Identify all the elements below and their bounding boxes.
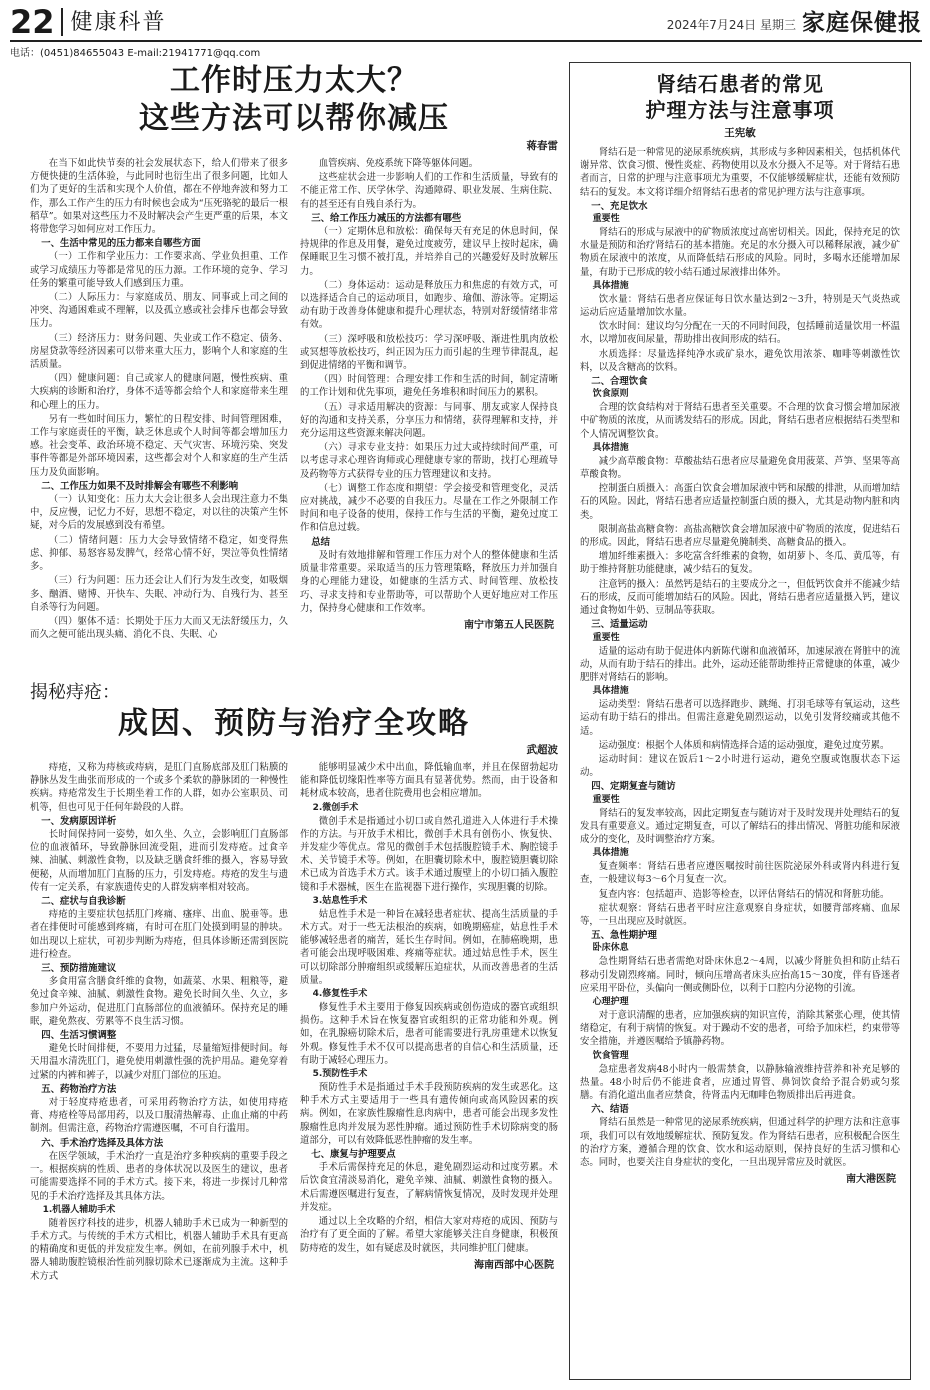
paragraph: 手术后需保持充足的休息，避免剧烈运动和过度劳累。术后饮食宜清淡易消化，避免辛辣、油腻、刺激性食物的摄入。术后需遵医嘱进行复查，了解病情恢复情况，及时发现并处理并发症。: [300, 1162, 558, 1213]
paragraph: 饮水量：肾结石患者应保证每日饮水量达到2～3升，特别是天气炎热或运动后应适量增加饮水量。: [580, 293, 900, 319]
article-title: [580, 71, 900, 123]
issue-date: 2024年7月24日 星期三: [666, 18, 796, 32]
section-heading: 一、充足饮水: [591, 200, 648, 212]
section-heading: 五、药物治疗方法: [41, 1083, 117, 1095]
paragraph: （一）工作和学业压力：工作要求高、学业负担重、工作或学习成绩压力等都是常见的压力源。工作环境的竞争、学习任务的繁重可能导致人们感到压力重。: [30, 251, 288, 289]
section-heading: 二、合理饮食: [591, 376, 648, 388]
masthead-divider: [61, 8, 63, 36]
article-title: 成因、预防与治疗全攻略: [118, 706, 470, 741]
paragraph: 运动强度：根据个人体质和病情选择合适的运动强度，避免过度劳累。: [598, 739, 890, 751]
paragraph: 水质选择：尽量选择纯净水或矿泉水，避免饮用浓茶、咖啡等刺激性饮料，以及含糖高的饮料。: [580, 348, 900, 373]
paragraph: （四）健康问题：自己或家人的健康问题，慢性疾病、重大疾病的诊断和治疗，身体不适等都会给个人和家庭带来生理和心理上的压力。: [30, 373, 288, 411]
subsection-heading: 饮食管理: [592, 1050, 629, 1061]
masthead: [10, 3, 922, 42]
section-heading: 六、结语: [591, 1104, 629, 1116]
article-column: [30, 157, 288, 642]
article-organization: 海南西部中心医院: [474, 1259, 554, 1271]
paragraph: 症状观察：肾结石患者平时应注意观察自身症状，如腰背部疼痛、血尿等，一旦出现应及时就医。: [580, 902, 900, 927]
paragraph: （三）行为问题：压力还会让人们行为发生改变，如吸烟多、酗酒、赌博、开快车、失眠、冲动行为、自残行为、甚至自杀等行为问题。: [30, 575, 288, 613]
paragraph: 肾结石虽然是一种常见的泌尿系统疾病，但通过科学的护理方法和注意事项，我们可以有效地缓解症状、预防复发。作为肾结石患者，应积极配合医生的治疗方案，遵循合理的饮食、饮水和运动原则，保持良好的生活习惯和心态。同时，也要关注自身症状的变化，一旦出现异常应及时就医。: [580, 1117, 900, 1168]
paragraph: 长时间保持同一姿势，如久坐、久立，会影响肛门直肠部位的血液循环，导致静脉回流受阻，进而引发痔疮。过食辛辣、油腻、刺激性食物，以及缺乏膳食纤维的摄入，容易导致便秘，从而增加肛门直肠的压力，引发痔疮。痔疮的发生与遗传有一定关系，有家族遗传史的人群发病率相对较高。: [30, 829, 288, 893]
contact-info: 电话：(0451)84655043 E-mail:21941771@qq.com: [10, 48, 261, 59]
paragraph: （一）定期休息和放松：确保每天有充足的休息时间，保持规律的作息及用餐，避免过度疲劳，建议早上按时起床，确保睡眠卫生习惯不被打乱，并培养自己的兴趣爱好及时放解压力。: [300, 226, 558, 277]
section-heading: 总结: [311, 536, 331, 548]
paragraph: （二）人际压力：与家庭成员、朋友、同事或上司之间的冲突、沟通困难或不理解，以及孤立感或社会排斥也都会导致压力。: [30, 292, 288, 330]
paper-name: 家庭保健报: [802, 10, 922, 36]
paragraph: （二）情绪问题：压力大会导致情绪不稳定，如变得焦虑、抑郁、易怒容易发脾气，经常心情不好，哭泣等负性情绪多。: [30, 534, 288, 573]
subsection-heading: 具体措施: [592, 686, 629, 697]
section-name: 健康科普: [70, 10, 167, 35]
paragraph: 通过以上全攻略的介绍，相信大家对痔疮的成因、预防与治疗有了更全面的了解。希望大家能够关注自身健康，积极预防痔疮的发生，如有疑虑及时就医，共同维护肛门健康。: [300, 1216, 558, 1254]
paragraph: 运动时间：建议在饭后1～2小时进行运动，避免空腹或饱腹状态下运动。: [580, 753, 900, 779]
paragraph: 微创手术是指通过小切口或自然孔道进入人体进行手术操作的方法。与开放手术相比，微创手术具有创伤小、恢复快、并发症少等优点。常见的微创手术包括腹腔镜手术、胸腔镜手术、关节镜手术等。例如，在胆囊切除术中，腹腔镜胆囊切除术已成为首选手术方式。该手术通过腹壁上的小切口插入腹腔镜和手术器械，医生在监视器下进行操作，实现胆囊的切除。: [300, 815, 558, 893]
section-heading: 七、康复与护理要点: [311, 1149, 396, 1161]
section-heading: 三、预防措施建议: [41, 963, 117, 975]
paragraph: 肾结石的形成与尿液中的矿物质浓度过高密切相关。因此，保持充足的饮水量是预防和治疗肾结石的基本措施。充足的水分摄入可以稀释尿液，减少矿物质在尿液中的浓度，从而降低结石形成的风险。同时，多喝水还能增加尿量，有助于已形成的较小结石通过尿液排出体外。: [580, 227, 900, 278]
paragraph: 避免长时间排便，不要用力过猛，尽量缩短排便时间。每天用温水清洗肛门，避免使用刺激性强的洗护用品。避免穿着过紧的内裤和裤子，以减少对肛门部位的压迫。: [30, 1043, 288, 1081]
section-heading: 一、生活中常见的压力都来自哪些方面: [41, 238, 201, 250]
paragraph: 减少高草酸食物：草酸盐结石患者应尽量避免食用菠菜、芦笋、坚果等高草酸食物。: [580, 455, 900, 481]
page-number: 22: [10, 3, 55, 41]
subsection-heading: 2.微创手术: [312, 802, 359, 813]
section-heading: 四、生活习惯调整: [41, 1030, 117, 1042]
paragraph: 注意钙的摄入：虽然钙是结石的主要成分之一，但低钙饮食并不能减少结石的形成，反而可能增加结石的风险。因此，肾结石患者应适量摄入钙，建议通过食物如牛奶、豆制品等获取。: [580, 578, 900, 617]
title-line: 这些方法可以帮你减压: [139, 101, 449, 136]
subsection-heading: 5.预防性手术: [312, 1069, 368, 1080]
article-columns: [30, 761, 558, 1284]
paragraph: 修复性手术主要用于修复因疾病或创伤造成的器官或组织损伤。这种手术旨在恢复器官或组织的正常功能和外观。例如，在乳腺癌切除术后，患者可能需要进行乳房重建术以恢复外观。修复性手术不仅可以提高患者的自信心和生活质量，还有助于减轻心理压力。: [300, 1002, 558, 1066]
paragraph: 复查内容：包括超声、造影等检查，以评估肾结石的情况和肾脏功能。: [598, 888, 890, 900]
section-heading: 三、给工作压力减压的方法都有哪些: [311, 212, 462, 224]
section-heading: 二、工作压力如果不及时排解会有哪些不利影响: [41, 480, 239, 492]
paragraph: 痔疮，又称为痔核或痔病，是肛门直肠底部及肛门粘膜的静脉丛发生曲张而形成的一个或多个柔软的静脉团的一种慢性疾病。痔疮常发生于长期坐着工作的人群，如办公室职员、司机等，但也可见于任何年龄段的人群。: [30, 762, 288, 813]
paragraph: 随着医疗科技的进步，机器人辅助手术已成为一种新型的手术方式。与传统的手术方式相比，机器人辅助手术具有更高的精确度和更低的并发症发生率。例如，在前列腺手术中，机器人辅助腹腔镜根治性前列腺切除术已逐渐成为主流。这种手术方式: [30, 1217, 288, 1282]
paragraph: 在医学领域，手术治疗一直是治疗多种疾病的重要手段之一。根据疾病的性质、患者的身体状况以及医生的建议，患者可能需要选择不同的手术方式。接下来，将进一步探讨几种常见的手术治疗选择及其具体方法。: [30, 1150, 288, 1202]
paragraph: 控制蛋白质摄入：高蛋白饮食会增加尿液中钙和尿酸的排泄，从而增加结石的风险。因此，肾结石患者应适量控制蛋白质的摄入，尤其是动物内脏和肉类。: [580, 483, 900, 521]
paragraph: 对于意识清醒的患者，应加强疾病的知识宣传，消除其紧张心理，使其情绪稳定，有利于病情的恢复。对于躁动不安的患者，可给予加床栏，约束带等安全措施，并遵医嘱给予镇静药物。: [580, 1009, 900, 1048]
paragraph: 这些症状会进一步影响人们的工作和生活质量，导致有的不能正常工作、厌学休学、沟通障碍、职业发展、生病住院、有的甚至还有自残自杀行为。: [300, 172, 558, 210]
paragraph: 肾结石的复发率较高，因此定期复查与随访对于及时发现并处理结石的复发具有重要意义。通过定期复查，可以了解结石的排出情况、肾脏功能和尿液成分的变化，及时调整治疗方案。: [580, 807, 900, 845]
paragraph: 多食用富含膳食纤维的食物，如蔬菜、水果、粗粮等，避免过食辛辣、油腻、刺激性食物。避免长时间久坐、久立，多参加户外运动，促进肛门直肠部位的血液循环。保持充足的睡眠，避免熬夜、劳累等不良生活习惯。: [30, 976, 288, 1027]
paragraph: 及时有效地排解和管理工作压力对个人的整体健康和生活质量非常重要。采取适当的压力管理策略，释放压力并加强自身的心理能力建设，如健康的生活方式、时间管理、放松技巧、寻求支持和专业帮助等，可以帮助个人更好地应对工作压力，保持身心健康和工作效率。: [300, 549, 558, 614]
article-author: 武超波: [526, 744, 558, 756]
paragraph: 急性期肾结石患者需绝对卧床休息2～4周，以减少肾脏负担和防止结石移动引发剧烈疼痛。同时，倾向压增高者床头应抬高15～30度，伴有昏迷者应采用平卧位，头偏向一侧或侧卧位，以利于口腔内分泌物的引流。: [580, 956, 900, 994]
paragraph: （一）认知变化：压力太大会让很多人会出现注意力不集中，反应慢，记忆力不好，思想不稳定，对以往的决策产生怀疑，对今后的发展感到没有希望。: [30, 494, 288, 532]
paragraph: 饮水时间：建议均匀分配在一天的不同时间段，包括睡前适量饮用一杯温水，以增加夜间尿量，帮助排出夜间形成的结石。: [580, 321, 900, 346]
subsection-heading: 4.修复性手术: [312, 989, 368, 1000]
paragraph: （五）寻求适用解决的资源：与同事、朋友或家人保持良好的沟通和支持关系，分享压力和情绪，获得理解和支持，并充分运用这些资源来解决问题。: [300, 401, 558, 440]
section-heading: 五、急性期护理: [591, 930, 657, 942]
title-line: 肾结石患者的常见: [656, 72, 824, 96]
article-work-stress: [30, 62, 558, 674]
paragraph: 适量的运动有助于促进体内新陈代谢和血液循环，加速尿液在肾脏中的流动，从而有助于结石的排出。此外，运动还能帮助维持正常健康的体重，减少肥胖对肾结石的影响。: [580, 645, 900, 683]
paragraph: （七）调整工作态度和期望：学会接受和管理变化，灵活应对挑战，减少不必要的自我压力。尽量在工作之外限制工作时间和电子设备的使用，保持工作与生活的平衡，避免过度工作和信息过载。: [300, 482, 558, 534]
paragraph: （六）寻求专业支持：如果压力过大或持续时间严重，可以考虑寻求心理咨询师或心理健康专家的帮助，找打心理疏导及药物等方式获得专业的压力管理建议和支持。: [300, 442, 558, 480]
section-heading: 六、手术治疗选择及具体方法: [41, 1137, 164, 1149]
article-kidney-stones: [569, 62, 911, 1380]
article-column: [30, 761, 288, 1284]
title-line: 护理方法与注意事项: [645, 98, 835, 122]
subsection-heading: 具体措施: [592, 442, 629, 453]
paragraph: 在当下如此快节奏的社会发展状态下，给人们带来了很多方便快捷的生活体验，与此同时也衍生出了很多问题，比如人们为了更好的生活和实现个人价值，都在不停地奔波和努力工作，那么工作产生的压力有时候也会成为“压死骆驼的最后一根稻草”。如果对这些压力不及时解决会产生更严重的后果，本文将带您学习如何应对工作压力。: [30, 158, 288, 236]
subsection-heading: 重要性: [592, 794, 620, 805]
subsection-heading: 3.姑息性手术: [312, 895, 368, 906]
subsection-heading: 具体措施: [592, 280, 629, 291]
paragraph: 血管疾病、免疫系统下降等躯体问题。: [318, 158, 479, 169]
subsection-heading: 重要性: [592, 214, 620, 225]
paragraph: 痔疮的主要症状包括肛门疼痛、瘙痒、出血、脱垂等。患者在排便时可能感到疼痛，有时可在肛门处摸到明显的肿块。如出现以上症状，可初步判断为痔疮，但具体诊断还需到医院进行检查。: [30, 909, 288, 960]
article-author: 蒋春雷: [526, 140, 558, 152]
paragraph: （四）时间管理：合理安排工作和生活的时间，制定清晰的工作计划和优先事项，避免任务堆积和时间压力的累积。: [300, 374, 558, 399]
paragraph: 限制高盐高糖食物：高盐高糖饮食会增加尿液中矿物质的浓度，促进结石的形成。因此，肾结石患者应尽量避免腌制类、高糖食品的摄入。: [580, 523, 900, 549]
section-heading: 二、症状与自我诊断: [41, 896, 126, 908]
paragraph: 急症患者发病48小时内一般需禁食，以静脉输液维持营养和补充足够的热量。48小时后仍不能进食者，应通过胃管、鼻饲饮食给予混合奶或匀浆膳。有消化道出血者应禁食，待肾盂内无咖啡色物质排出后再进食。: [580, 1063, 900, 1101]
subsection-heading: 饮食原则: [592, 389, 629, 400]
article-organization: 南大港医院: [846, 1174, 896, 1186]
article-hemorrhoids: [30, 680, 558, 1384]
paragraph: 能够明显减少术中出血，降低输血率，并且在保留勃起功能和降低切缘阳性率等方面具有显著优势。然而，由于设备和耗材成本较高，患者住院费用也会相应增加。: [300, 762, 558, 800]
section-heading: 四、定期复查与随访: [591, 781, 676, 793]
paragraph: 肾结石是一种常见的泌尿系统疾病，其形成与多种因素相关，包括机体代谢异常、饮食习惯、慢性炎症、药物使用以及水分摄入不足等。对于肾结石患者而言，日常的护理与注意事项尤为重要，不仅能够缓解症状，还能有效预防结石的复发。本文将详细介绍肾结石患者的常见护理方法与注意事项。: [580, 147, 900, 198]
article-title: [30, 62, 558, 138]
paragraph: （三）经济压力：财务问题、失业或工作不稳定、债务、房屋贷款等经济因素可以带来重大压力，影响个人和家庭的生活质量。: [30, 332, 288, 371]
paragraph: 预防性手术是指通过手术手段预防疾病的发生或恶化。这种手术方式主要适用于一些具有遗传倾向或高风险因素的疾病。例如，在家族性腺瘤性息肉病中，患者可能会出现多发性腺瘤性息肉并发展为恶性肿瘤。通过预防性手术切除病变的肠道部分，可以有效降低恶性肿瘤的发生率。: [300, 1082, 558, 1146]
paragraph: （二）身体运动：运动是释放压力和焦虑的有效方式，可以选择适合自己的运动项目，如跑步、瑜伽、游泳等。定期运动有助于改善身体健康和提升心理状态，特别对舒缓情绪非常有效。: [300, 279, 558, 331]
subsection-heading: 心理护理: [592, 996, 629, 1007]
paragraph: （四）躯体不适：长期处于压力大而又无法舒缓压力，久而久之便可能出现头痛、消化不良、失眠、心: [30, 615, 288, 641]
subsection-heading: 具体措施: [592, 848, 629, 859]
paragraph: 增加纤维素摄入：多吃富含纤维素的食物，如胡萝卜、冬瓜、黄瓜等，有助于维持肾脏功能健康，减少结石的复发。: [580, 551, 900, 576]
title-line: 工作时压力太大？: [170, 63, 418, 98]
article-organization: 南宁市第五人民医院: [464, 619, 554, 631]
paragraph: 运动类型：肾结石患者可以选择跑步、跳绳、打羽毛球等有氧运动，这些运动有助于结石的排出。但需注意避免剧烈运动，以免引发肾绞痛或其他不适。: [580, 699, 900, 737]
article-column: [300, 157, 558, 642]
subsection-heading: 卧床休息: [592, 943, 629, 954]
section-heading: 一、发病原因详析: [41, 815, 117, 827]
article-column: [300, 761, 558, 1284]
paragraph: （三）深呼吸和放松技巧：学习深呼吸、渐进性肌肉放松或冥想等放松技巧，纠正因为压力而引起的生理节律混乱，起到促进情绪的平衡和调节。: [300, 333, 558, 372]
article-author: 王宪敏: [724, 127, 756, 139]
section-heading: 三、适量运动: [591, 619, 648, 631]
paragraph: 姑息性手术是一种旨在减轻患者症状、提高生活质量的手术方式。对于一些无法根治的疾病，如晚期癌症，姑息性手术能够减轻患者的痛苦，延长生存时间。例如，在肺癌晚期，患者可能会出现呼吸困难、疼痛等症状。通过姑息性手术，医生可以切除部分肿瘤组织或缓解压迫症状，从而改善患者的生活质量。: [300, 908, 558, 986]
article-body: [580, 146, 900, 1169]
article-columns: [30, 157, 558, 642]
paragraph: 复查频率：肾结石患者应遵医嘱按时前往医院泌尿外科或肾内科进行复查，一般建议每3～6个月复查一次。: [580, 861, 900, 886]
paragraph: 对于轻度痔疮患者，可采用药物治疗方法，如使用痔疮膏、痔疮栓等局部用药，以及口服清热解毒、止血止痛的中药制剂。但需注意，药物治疗需遵医嘱，不可自行滥用。: [30, 1097, 288, 1135]
subsection-heading: 1.机器人辅助手术: [42, 1204, 116, 1215]
subsection-heading: 重要性: [592, 632, 620, 643]
article-kicker: 揭秘痔疮：: [30, 682, 120, 703]
paragraph: 合理的饮食结构对于肾结石患者至关重要。不合理的饮食习惯会增加尿液中矿物质的浓度，从而诱发结石的形成。因此，肾结石患者应根据结石类型和个人情况调整饮食。: [580, 402, 900, 440]
paragraph: 另有一些如时间压力，繁忙的日程安排、时间管理困难，工作与家庭责任的平衡，缺乏休息或个人时间等都会增加压力感。社会变革、政治环境不稳定、天气灾害、环境污染、突发事件等都是外部环境因素，这些都会对个人和家庭的生产生活压力及负面影响。: [30, 413, 288, 478]
